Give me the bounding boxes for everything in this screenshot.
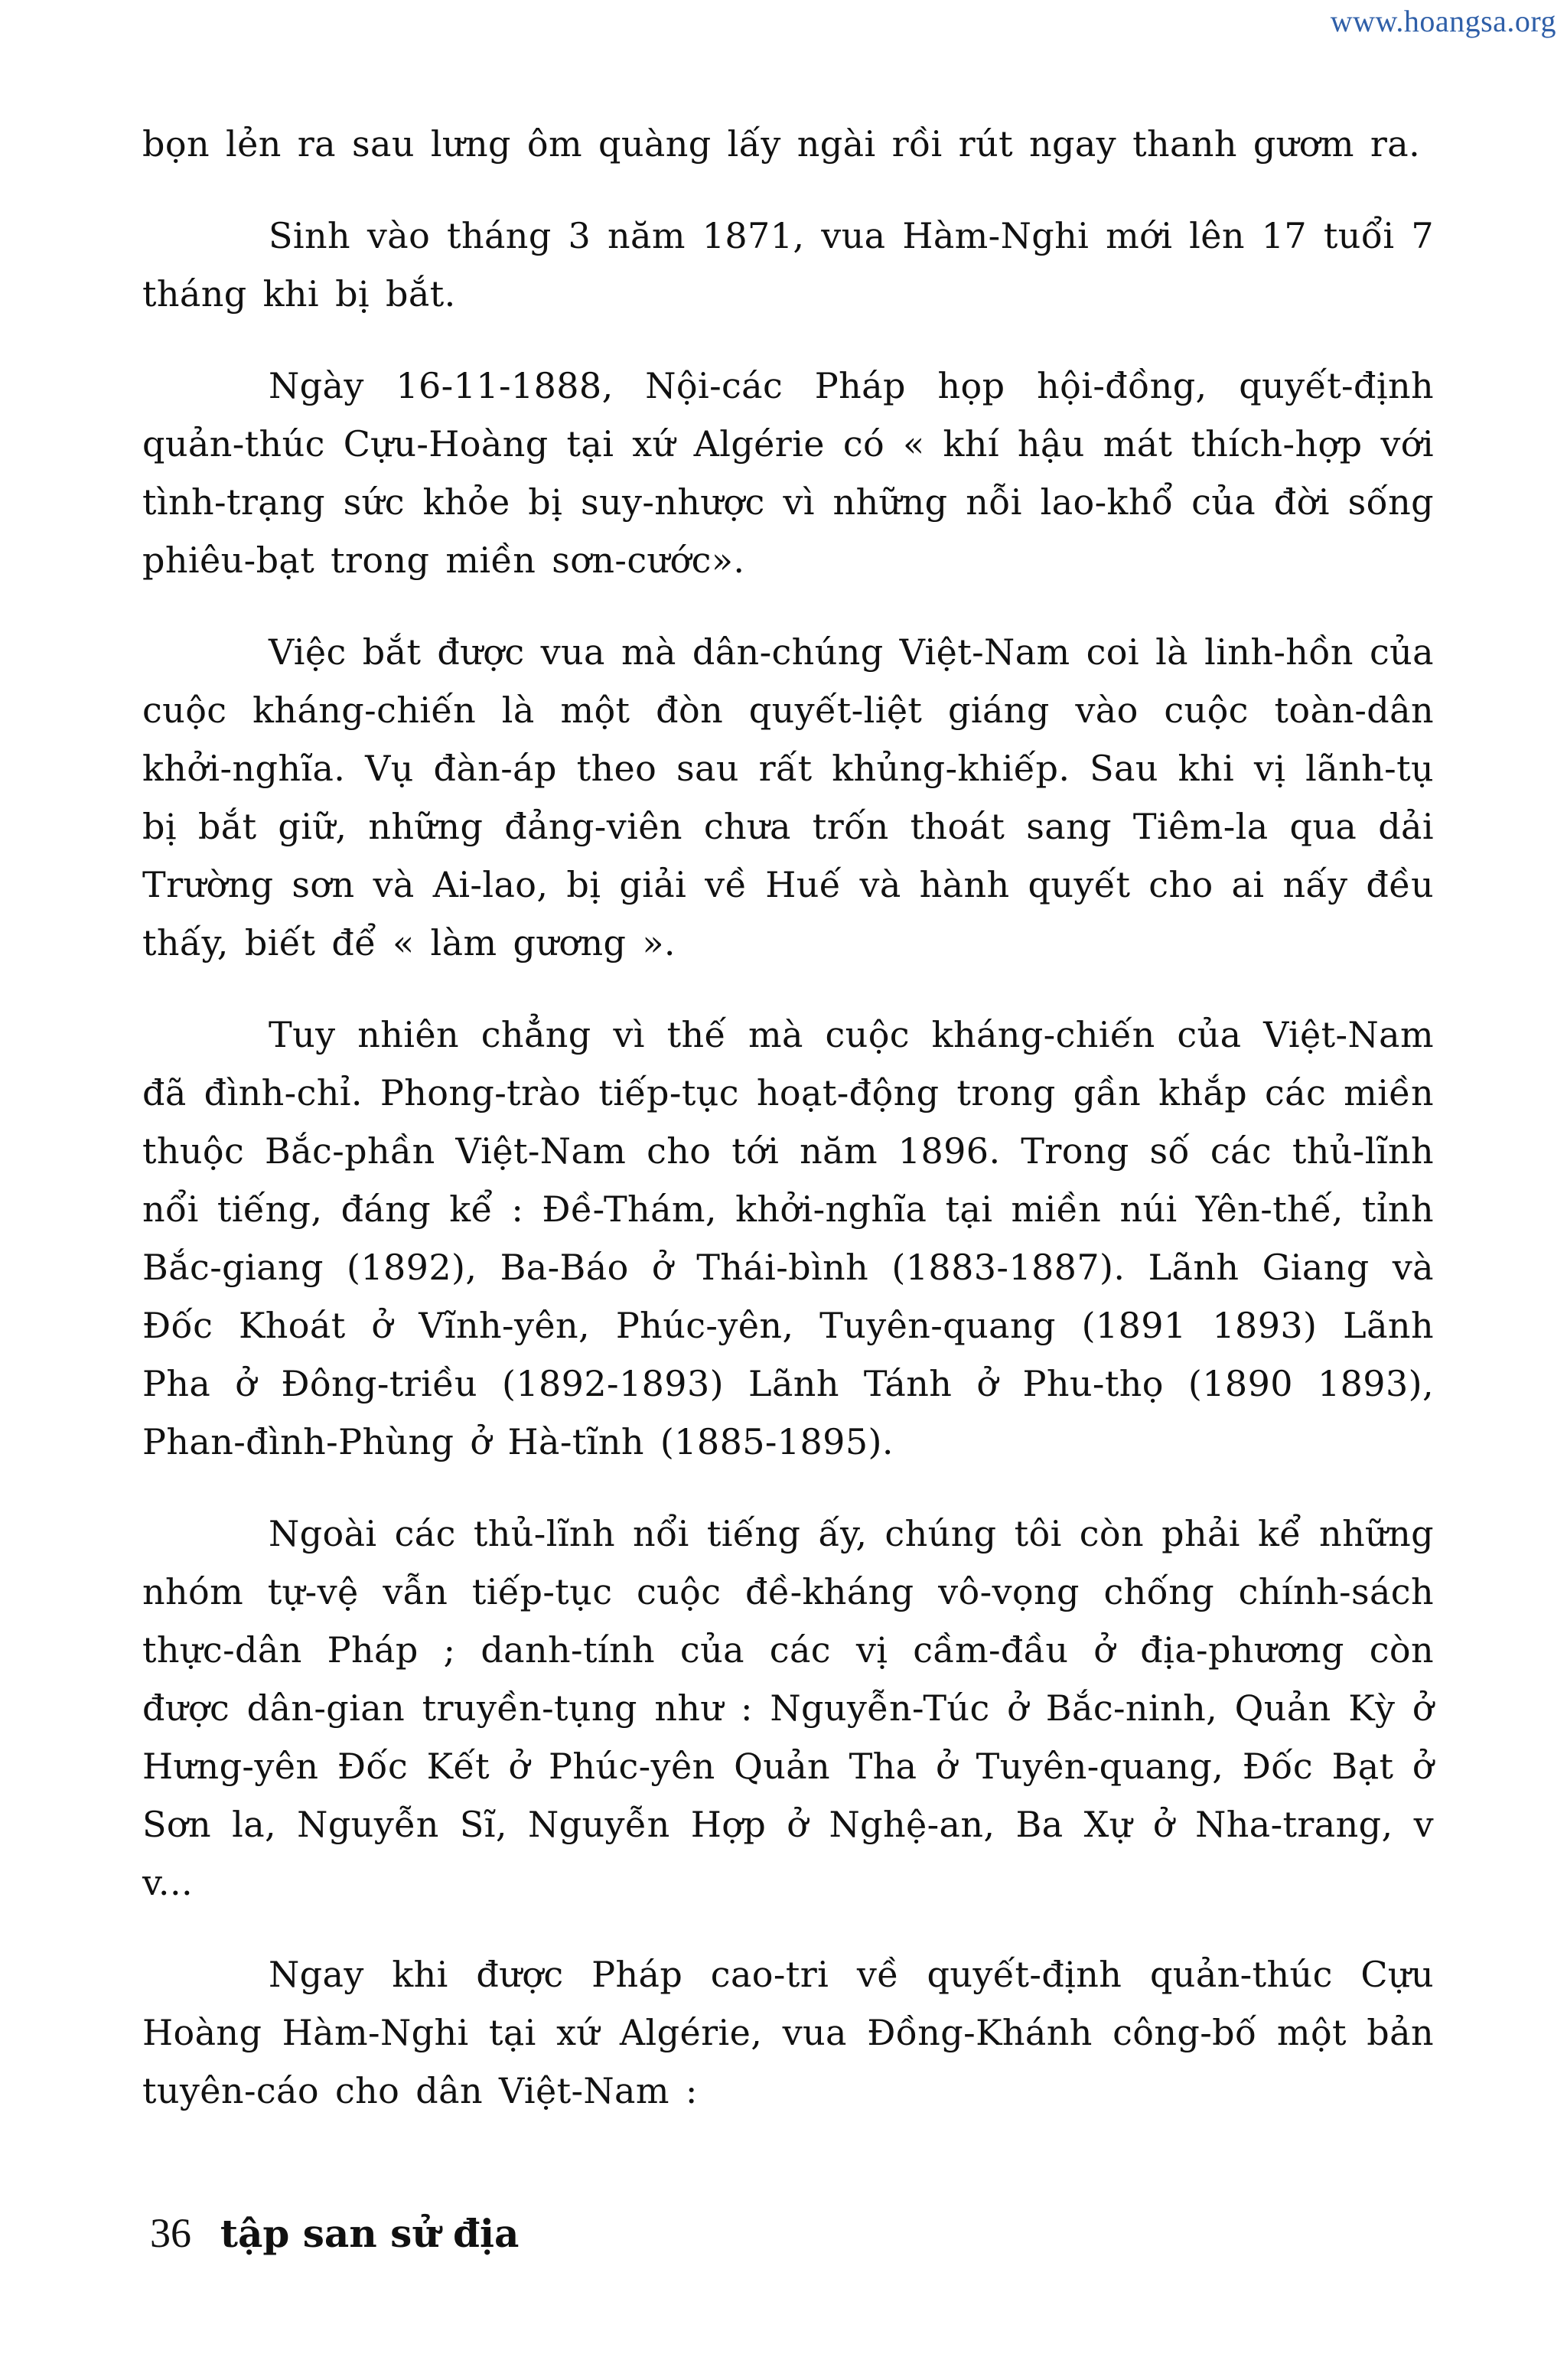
paragraph-5: Tuy nhiên chẳng vì thế mà cuộc kháng-chiến của Việt-Nam đã đình-chỉ. Phong-trào tiếp-tục hoạt-động trong gần khắp các miền thuộc Bắc-phần Việt-Nam cho tới năm 1896. Trong số các thủ-lĩnh nổi tiếng, đáng kể : Đề-Thám, khởi-nghĩa tại miền núi Yên-thế, tỉnh Bắc-giang (1892), Ba-Báo ở Thái-bình (1883-1887). Lãnh Giang và Đốc Khoát ở Vĩnh-yên, Phúc-yên, Tuyên-quang (1891 1893) Lãnh Pha ở Đông-triều (1892-1893) Lãnh Tánh ở Phu-thọ (1890 1893), Phan-đình-Phùng ở Hà-tĩnh (1885-1895). (142, 1014, 1434, 1462)
page-body (142, 115, 1434, 2153)
site-watermark-link[interactable]: www.hoangsa.org (1330, 4, 1556, 38)
page-number: 36 (150, 2210, 191, 2256)
magazine-title: tập san sử địa (220, 2211, 520, 2256)
paragraph-3: Ngày 16-11-1888, Nội-các Pháp họp hội-đồng, quyết-định quản-thúc Cựu-Hoàng tại xứ Algérie có « khí hậu mát thích-hợp với tình-trạng sức khỏe bị suy-nhược vì những nỗi lao-khổ của đời sống phiêu-bạt trong miền sơn-cước». (142, 365, 1434, 581)
paragraph-2: Sinh vào tháng 3 năm 1871, vua Hàm-Nghi mới lên 17 tuổi 7 tháng khi bị bắt. (142, 215, 1434, 315)
paragraph-6: Ngoài các thủ-lĩnh nổi tiếng ấy, chúng tôi còn phải kể những nhóm tự-vệ vẫn tiếp-tục cuộc đề-kháng vô-vọng chống chính-sách thực-dân Pháp ; danh-tính của các vị cầm-đầu ở địa-phương còn được dân-gian truyền-tụng như : Nguyễn-Túc ở Bắc-ninh, Quản Kỳ ở Hưng-yên Đốc Kết ở Phúc-yên Quản Tha ở Tuyên-quang, Đốc Bạt ở Sơn la, Nguyễn Sĩ, Nguyễn Hợp ở Nghệ-an, Ba Xự ở Nha-trang, v v... (142, 1513, 1434, 1903)
page-footer (150, 2210, 519, 2257)
paragraph-4: Việc bắt được vua mà dân-chúng Việt-Nam coi là linh-hồn của cuộc kháng-chiến là một đòn quyết-liệt giáng vào cuộc toàn-dân khởi-nghĩa. Vụ đàn-áp theo sau rất khủng-khiếp. Sau khi vị lãnh-tụ bị bắt giữ, những đảng-viên chưa trốn thoát sang Tiêm-la qua dải Trường sơn và Ai-lao, bị giải về Huế và hành quyết cho ai nấy đều thấy, biết để « làm gương ». (142, 631, 1434, 963)
paragraph-7: Ngay khi được Pháp cao-tri về quyết-định quản-thúc Cựu Hoàng Hàm-Nghi tại xứ Algérie, vua Đồng-Khánh công-bố một bản tuyên-cáo cho dân Việt-Nam : (142, 1954, 1434, 2111)
paragraph-1: bọn lẻn ra sau lưng ôm quàng lấy ngài rồi rút ngay thanh gươm ra. (142, 123, 1421, 165)
